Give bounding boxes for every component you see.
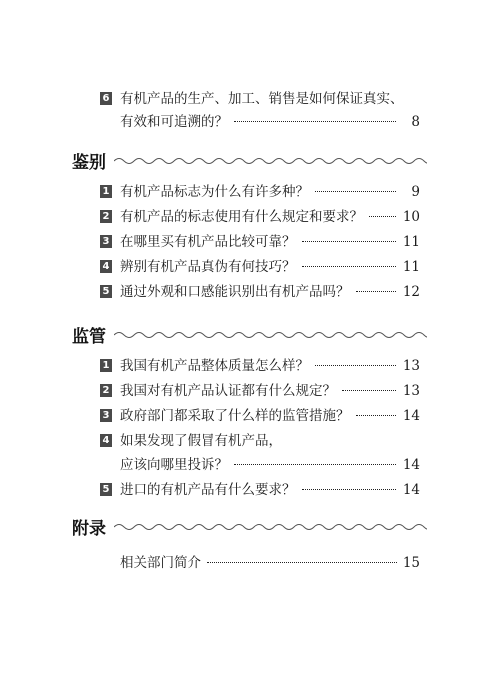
section-header-supervision — [72, 322, 427, 347]
entry-page-number: 12 — [402, 284, 420, 300]
entry-number-badge: 4 — [100, 434, 112, 447]
toc-entry[interactable] — [120, 551, 420, 571]
dot-leader — [342, 390, 396, 391]
decorative-rule — [114, 523, 427, 531]
dot-leader — [302, 241, 397, 242]
entry-text: 在哪里买有机产品比较可靠？ — [120, 234, 296, 250]
dot-leader — [369, 216, 396, 217]
toc-entry[interactable] — [100, 183, 420, 203]
decorative-rule — [114, 157, 427, 165]
entry-text: 有机产品的生产、加工、销售是如何保证真实、 — [120, 91, 404, 107]
section-title: 附录 — [72, 519, 106, 539]
dot-leader — [315, 365, 396, 366]
entry-text: 进口的有机产品有什么要求？ — [120, 482, 296, 498]
entry-number-badge: 5 — [100, 285, 112, 298]
dot-leader — [207, 562, 397, 563]
entry-number-badge: 6 — [100, 92, 112, 105]
entry-number-badge: 1 — [100, 359, 112, 372]
toc-entry[interactable] — [100, 208, 420, 228]
entry-number-badge: 4 — [100, 260, 112, 273]
toc-entry[interactable] — [100, 357, 420, 377]
section-title: 鉴别 — [72, 153, 106, 173]
entry-number-badge: 5 — [100, 483, 112, 496]
dot-leader — [302, 489, 397, 490]
entry-number-badge: 2 — [100, 210, 112, 223]
section-header-identification — [72, 148, 427, 173]
entry-page-number: 13 — [402, 383, 420, 399]
entry-text: 相关部门简介 — [120, 555, 201, 571]
toc-entry[interactable] — [100, 90, 420, 130]
entry-text: 政府部门都采取了什么样的监管措施？ — [120, 408, 350, 424]
entry-number-badge: 3 — [100, 235, 112, 248]
decorative-rule — [114, 331, 427, 339]
dot-leader — [234, 464, 396, 465]
entry-text: 我国对有机产品认证都有什么规定？ — [120, 383, 336, 399]
toc-entry[interactable] — [100, 283, 420, 303]
toc-entry[interactable] — [100, 233, 420, 253]
entry-page-number: 14 — [402, 482, 420, 498]
entry-number-badge: 1 — [100, 185, 112, 198]
entry-number-badge: 2 — [100, 384, 112, 397]
entry-text: 通过外观和口感能识别出有机产品吗？ — [120, 284, 350, 300]
dot-leader — [356, 415, 397, 416]
toc-entry[interactable] — [100, 258, 420, 278]
dot-leader — [356, 291, 397, 292]
entry-page-number: 11 — [402, 234, 420, 250]
entry-page-number: 14 — [402, 457, 420, 473]
entry-text: 辨别有机产品真伪有何技巧？ — [120, 259, 296, 275]
entry-number-badge: 3 — [100, 409, 112, 422]
entry-text: 有机产品标志为什么有许多种？ — [120, 184, 309, 200]
entry-page-number: 15 — [402, 555, 420, 571]
entry-page-number: 8 — [411, 114, 420, 130]
dot-leader — [315, 191, 396, 192]
entry-text: 我国有机产品整体质量怎么样？ — [120, 358, 309, 374]
entry-text-continued: 有效和可追溯的？ — [120, 114, 228, 130]
entry-page-number: 13 — [402, 358, 420, 374]
entry-text: 有机产品的标志使用有什么规定和要求？ — [120, 209, 363, 225]
entry-page-number: 14 — [402, 408, 420, 424]
toc-entry[interactable] — [100, 481, 420, 501]
dot-leader — [234, 121, 396, 122]
toc-entry[interactable] — [100, 382, 420, 402]
section-title: 监管 — [72, 327, 106, 347]
entry-page-number: 9 — [411, 184, 420, 200]
dot-leader — [302, 266, 397, 267]
section-header-appendix — [72, 514, 427, 539]
entry-page-number: 10 — [402, 209, 420, 225]
entry-page-number: 11 — [402, 259, 420, 275]
entry-text: 如果发现了假冒有机产品， — [120, 433, 282, 449]
entry-text-continued: 应该向哪里投诉？ — [120, 457, 228, 473]
toc-entry[interactable] — [100, 407, 420, 427]
toc-entry[interactable] — [100, 432, 420, 474]
